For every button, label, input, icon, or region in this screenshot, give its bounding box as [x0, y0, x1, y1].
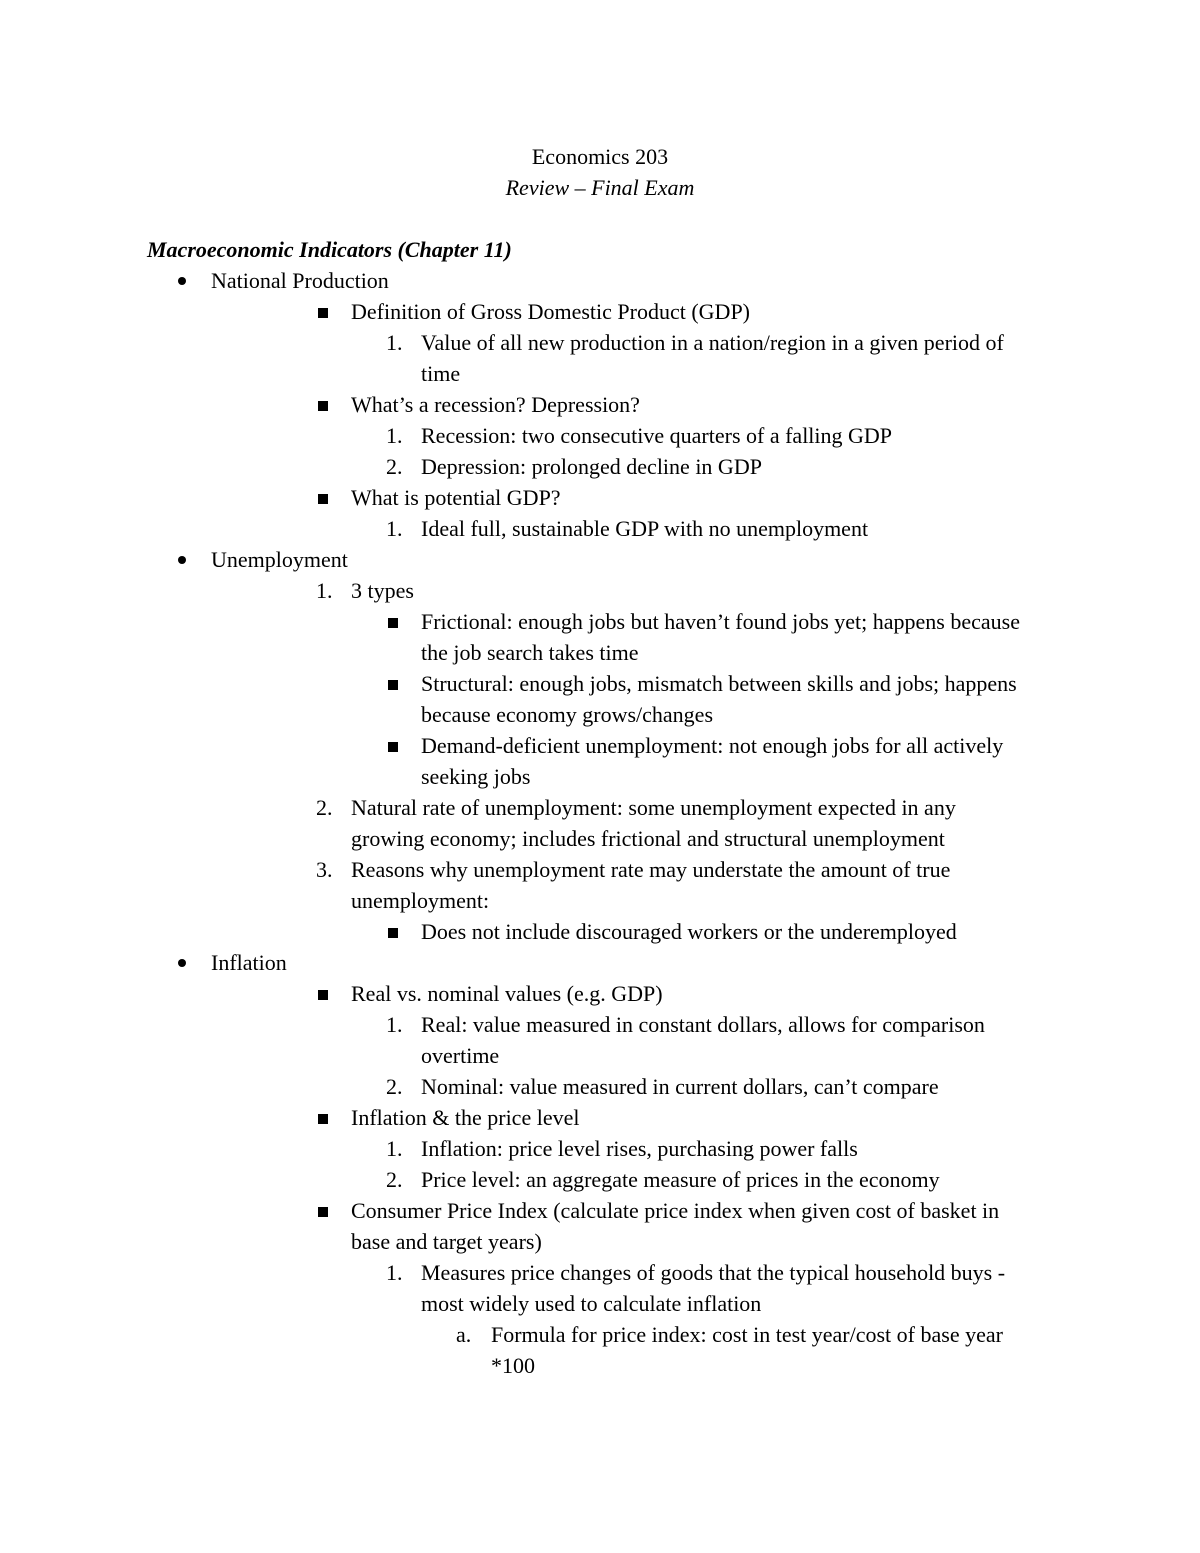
bullet-square-icon: [318, 401, 328, 411]
list-item: Frictional: enough jobs but haven’t found jobs yet; happens because the job search takes time: [0, 606, 1200, 668]
list-item: a. Formula for price index: cost in test year/cost of base year *100: [456, 1322, 1003, 1378]
bullet-square-icon: [388, 680, 398, 690]
bullet-square-icon: [318, 308, 328, 318]
section-heading: Macroeconomic Indicators (Chapter 11): [147, 237, 512, 262]
list-item: Inflation & the price level: [0, 1102, 1200, 1133]
list-item: 2. Nominal: value measured in current dollars, can’t compare: [386, 1074, 939, 1099]
list-item: 1. Ideal full, sustainable GDP with no unemployment: [386, 516, 869, 541]
bullet-square-icon: [388, 742, 398, 752]
list-item: What is potential GDP?: [0, 482, 1200, 513]
list-item: Inflation: [0, 947, 1200, 978]
document-subtitle: Review – Final Exam: [505, 175, 695, 200]
outline-list: [0, 265, 1200, 1381]
bullet-square-icon: [318, 494, 328, 504]
bullet-square-icon: [388, 618, 398, 628]
list-item: Definition of Gross Domestic Product (GDP): [0, 296, 1200, 327]
list-item: National Production: [0, 265, 1200, 296]
list-item: Does not include discouraged workers or the underemployed: [0, 916, 1200, 947]
bullet-dot-icon: [178, 556, 186, 564]
bullet-dot-icon: [178, 277, 186, 285]
bullet-square-icon: [318, 1114, 328, 1124]
bullet-square-icon: [388, 928, 398, 938]
bullet-square-icon: [318, 1207, 328, 1217]
list-item: Unemployment: [0, 544, 1200, 575]
list-item: 2. Price level: an aggregate measure of prices in the economy: [386, 1167, 940, 1192]
bullet-dot-icon: [178, 959, 186, 967]
list-item: 1. Inflation: price level rises, purchasing power falls: [386, 1136, 858, 1161]
bullet-square-icon: [318, 990, 328, 1000]
list-item: 1. Real: value measured in constant dollars, allows for comparison overtime: [386, 1012, 985, 1068]
list-item: 2. Depression: prolonged decline in GDP: [386, 454, 762, 479]
list-item: Demand-deficient unemployment: not enough jobs for all actively seeking jobs: [0, 730, 1200, 792]
list-item: 1. Recession: two consecutive quarters of a falling GDP: [386, 423, 893, 448]
list-item: Structural: enough jobs, mismatch between skills and jobs; happens because economy grows/changes: [0, 668, 1200, 730]
list-item: 1. 3 types: [316, 578, 414, 603]
list-item: 1. Measures price changes of goods that the typical household buys - most widely used to calculate inflation: [386, 1260, 1006, 1316]
document-title: Economics 203: [531, 144, 669, 169]
list-item: 2. Natural rate of unemployment: some unemployment expected in any growing economy; includes frictional and structural unemployment: [316, 795, 956, 851]
list-item: Consumer Price Index (calculate price index when given cost of basket in base and target years): [0, 1195, 1200, 1257]
list-item: 3. Reasons why unemployment rate may understate the amount of true unemployment:: [316, 857, 951, 913]
list-item: 1. Value of all new production in a nation/region in a given period of time: [386, 330, 1004, 386]
list-item: What’s a recession? Depression?: [0, 389, 1200, 420]
list-item: Real vs. nominal values (e.g. GDP): [0, 978, 1200, 1009]
